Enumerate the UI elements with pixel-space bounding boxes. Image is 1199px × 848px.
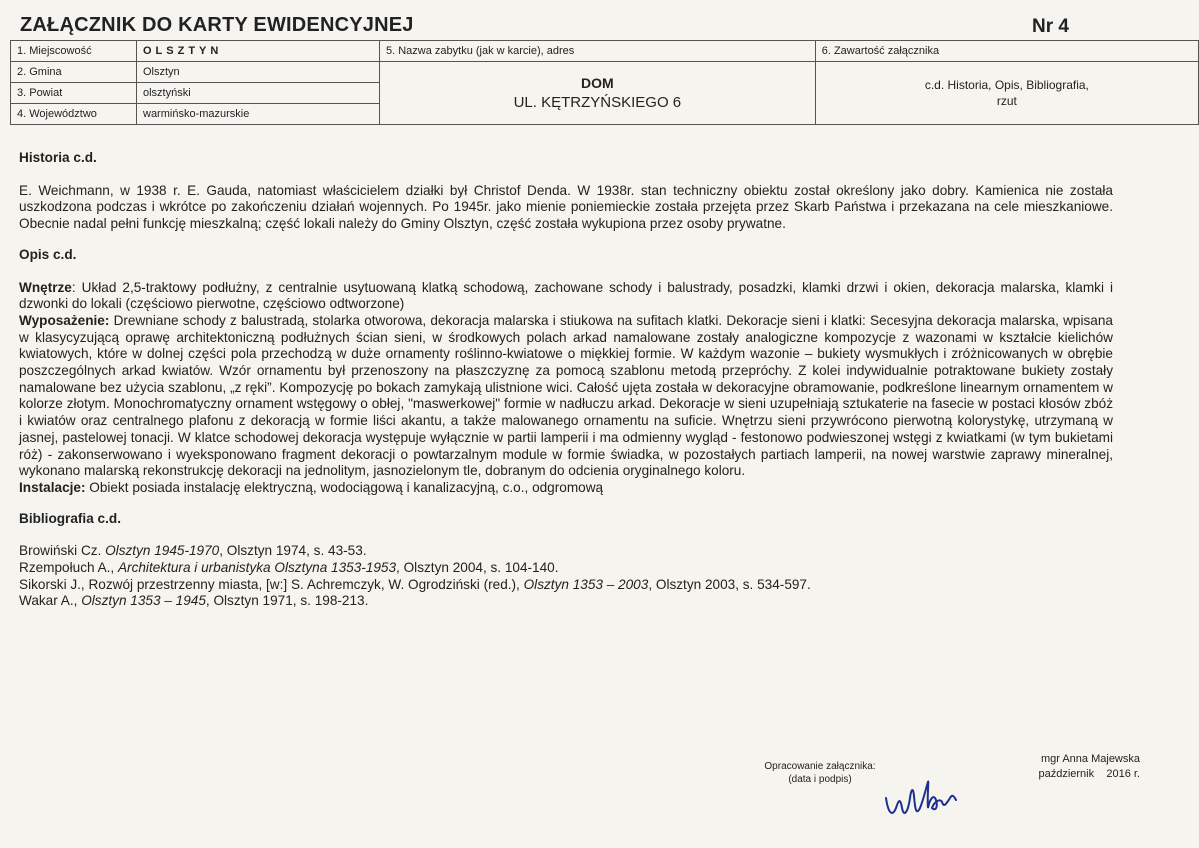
instalacje-text: Obiekt posiada instalację elektryczną, wodociągową i kanalizacyjną, c.o., odgromową <box>85 479 604 495</box>
signature-icon <box>880 768 970 828</box>
row-value-1: OLSZTYN <box>137 41 380 62</box>
wnetrze-text: : Układ 2,5-traktowy podłużny, z centralnie usytuowaną klatką schodową, zachowane schody i balustrady, posadzki, klamki drzwi i okien, dekoracja malarska, klamki i dzwonki do lokali (częściowo pierwotne, częściowo odtworzone) <box>19 279 1113 312</box>
historia-text: E. Weichmann, w 1938 r. E. Gauda, natomiast właścicielem działki był Christof Denda. W 1938r. stan techniczny obiektu został określony jako dobry. Kamienica nie została uszkodzona podczas i wkrótce po zakończeniu działań wojennych. Po 1945r. jako mienie poniemieckie została przejęta przez Skarb Państwa i przekazana na cele mieszkaniowe. Obecnie nadal pełni funkcję mieszkalną; część lokali należy do Gminy Olsztyn, część została wykupiona przez osoby prywatne. <box>19 182 1113 232</box>
monument-name: DOM <box>581 75 614 91</box>
opis-heading: Opis c.d. <box>19 246 77 262</box>
row-label-3: 3. Powiat <box>11 83 137 104</box>
bibliography-entry: Sikorski J., Rozwój przestrzenny miasta, [w:] S. Achremczyk, W. Ogrodziński (red.), Olsztyn 1353 – 2003, Olsztyn 2003, s. 534-597. <box>19 576 811 592</box>
monument-address: UL. KĘTRZYŃSKIEGO 6 <box>513 94 682 111</box>
row-label-4: 4. Województwo <box>11 104 137 125</box>
prepared-label: Opracowanie załącznika: <box>764 761 876 772</box>
instalacje-label: Instalacje: <box>19 479 86 495</box>
document-title: ZAŁĄCZNIK DO KARTY EWIDENCYJNEJ <box>20 14 414 36</box>
row-label-1: 1. Miejscowość <box>11 41 137 62</box>
row-value-4: warmińsko-mazurskie <box>137 104 380 125</box>
row-label-2: 2. Gmina <box>11 62 137 83</box>
monument-cell <box>380 62 816 125</box>
author-date: październik 2016 r. <box>1038 768 1140 780</box>
bibliography-entry: Rzempołuch A., Architektura i urbanistyka Olsztyna 1353-1953, Olsztyn 2004, s. 104-140. <box>19 560 559 576</box>
bibliography-list <box>19 543 1113 610</box>
wyposazenie-paragraph <box>19 313 1113 480</box>
document-number: Nr 4 <box>1032 16 1069 37</box>
bibliography-entry: Browiński Cz. Olsztyn 1945-1970, Olsztyn 1974, s. 43-53. <box>19 543 367 559</box>
bibliography-entry: Wakar A., Olsztyn 1353 – 1945, Olsztyn 1971, s. 198-213. <box>19 593 369 609</box>
bibliografia-heading: Bibliografia c.d. <box>19 510 121 526</box>
wnetrze-label: Wnętrze <box>19 279 72 295</box>
attachment-line-1: c.d. Historia, Opis, Bibliografia, <box>924 78 1089 92</box>
historia-heading: Historia c.d. <box>19 150 97 165</box>
prepared-by-block <box>740 760 900 786</box>
prepared-sub: (data i podpis) <box>788 774 852 785</box>
wnetrze-paragraph <box>19 280 1113 313</box>
wyposazenie-label: Wyposażenie: <box>19 312 110 328</box>
attachment-cell <box>815 62 1198 125</box>
row-value-2: Olsztyn <box>137 62 380 83</box>
header-table <box>10 40 1199 125</box>
author-block <box>990 752 1140 782</box>
instalacje-paragraph <box>19 480 1113 497</box>
row-value-3: olsztyński <box>137 83 380 104</box>
document-body <box>19 150 1113 610</box>
wyposazenie-text: Drewniane schody z balustradą, stolarka otworowa, dekoracja malarska i stiukowa na sufitach klatki. Dekoracje sieni i klatki: Secesyjna dekoracja malarska, wpisana w klasycyzującą oprawę architektoniczną podłużnych ścian sieni, w środkowych polach arkad namalowane zostały analogiczne kompozycje z wazonami w kształcie kielichów kwiatowych, które w dolnej części pola przechodzą w duże ornamenty roślinno-kwiatowe o miękkiej formie. W każdym wazonie – bukiety wysmukłych i zróżnicowanych w obrębie poszczególnych arkad kwiatów. Wzór ornamentu był przenoszony na płaszczyznę za pomocą szablonu metodą przepróchy. Z kolei indywidualnie potraktowane bukiety zostały namalowane bez użycia szablonu, „z ręki”. Kompozycję po bokach zamykają ulistnione wici. Całość ujęta została w dekoracyjne obramowanie, podkreślone linearnym ornamentem w kolorze złotym. Monochromatyczny ornament wstęgowy o obłej, "maswerkowej" formie w nadłuczu arkad. Dekoracje w sieni uzupełniają sztukaterie na fasecie w postaci kłosów zbóż i kwiatów oraz centralnego plafonu z dekoracją w formie liści akantu, a także malowanego ornamentu na suficie. Wnętrzu sieni przywrócono pierwotną kolorystykę, utrzymaną w jasnej, pastelowej tonacji. W klatce schodowej dekoracja występuje wyłącznie w partii lamperii i ma odmienny wygląd - festonowo podwieszonej wstęgi z kwiatkami (w tym bukietami róż) - zakonserwowano i wyeksponowano fragment dekoracji o powtarzalnym module w formie świadka, w pozostałych partiach lamperii, na nowej warstwie zaprawy mineralnej, wykonano malarską rekonstrukcję dekoracji na jednolitym, jasnozielonym tle, dobranym do odcienia oryginalnego koloru. <box>19 312 1113 479</box>
col6-label: 6. Zawartość załącznika <box>815 41 1198 62</box>
col5-label: 5. Nazwa zabytku (jak w karcie), adres <box>380 41 816 62</box>
author-name: mgr Anna Majewska <box>1040 753 1140 765</box>
attachment-line-2: rzut <box>996 94 1017 108</box>
